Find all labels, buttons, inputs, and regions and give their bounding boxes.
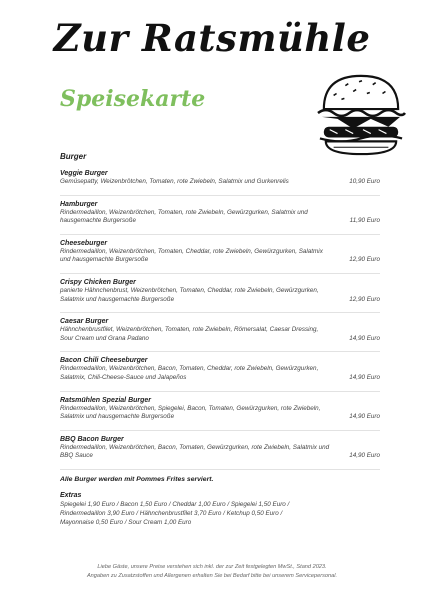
item-description: Rindermedaillon, Weizenbrötchen, Bacon, Tomaten, Cheddar, rote Zwiebeln, Gewürzgurken, Salatmix, Chili-Cheese-Sauce und Jalapeños: [60, 365, 319, 381]
item-divider: [60, 273, 380, 274]
item-price: 12,90 Euro: [349, 295, 380, 303]
extras-title: Extras: [60, 491, 82, 499]
restaurant-title: Zur Ratsmühle: [53, 16, 371, 60]
menu-item: [60, 200, 380, 226]
footer-note: [24, 563, 400, 581]
item-description: Rindermedaillon, Weizenbrötchen, Tomaten, Cheddar, rote Zwiebeln, Gewürzgurken, Salatmix und hausgemachte Burgersoße: [60, 247, 323, 264]
item-price: 10,90 Euro: [349, 178, 380, 185]
extras-text: [60, 500, 380, 527]
menu-item: [60, 317, 380, 343]
item-price: 12,90 Euro: [349, 256, 380, 264]
item-price: 11,90 Euro: [349, 217, 380, 225]
item-name: Cheeseburger: [60, 239, 108, 247]
item-price: 14,90 Euro: [349, 334, 380, 342]
item-name: Hamburger: [60, 200, 98, 208]
extras-line: Mayonnaise 0,50 Euro / Sour Cream 1,00 Euro: [60, 518, 192, 526]
menu-item: [60, 356, 380, 382]
extras-line: Rindermedaillon 3,90 Euro / Hähnchenbrustfilet 3,70 Euro / Ketchup 0,50 Euro /: [60, 509, 283, 517]
menu-item: [60, 169, 380, 187]
menu-item: [60, 278, 380, 304]
menu-item: [60, 239, 380, 265]
item-divider: [60, 469, 380, 470]
item-divider: [60, 195, 380, 196]
item-price: 14,90 Euro: [349, 452, 380, 460]
footer-line: Liebe Gäste, unsere Preise verstehen sich inkl. der zur Zeit festgelegten MwSt., Stand 2023.: [97, 564, 327, 570]
item-description: Rindermedaillon, Weizenbrötchen, Spiegelei, Bacon, Tomaten, Gewürzgurken, rote Zwiebeln, Salatmix und hausgemachte Burgersoße: [60, 404, 321, 421]
item-description: Gemüsepatty, Weizenbrötchen, Tomaten, rote Zwiebeln, Salatmix und Gurkenrelis: [60, 178, 289, 185]
item-price: 14,90 Euro: [349, 373, 380, 381]
menu-item: [60, 396, 380, 422]
menu-subtitle: Speisekarte: [60, 86, 206, 112]
item-description: Hähnchenbrustfilet, Weizenbrötchen, Tomaten, rote Zwiebeln, Römersalat, Caesar Dressing, Sour Cream und Grana Padano: [60, 326, 319, 342]
item-row: [60, 405, 380, 422]
footer-line: Angaben zu Zusatzstoffen und Allergenen erhalten Sie bei Bedarf bitte bei unserem Servicepersonal.: [86, 573, 338, 579]
item-name: BBQ Bacon Burger: [60, 435, 124, 443]
burger-illustration-icon: [312, 70, 410, 158]
menu-item: [60, 435, 380, 461]
item-divider: [60, 312, 380, 313]
item-name: Caesar Burger: [60, 318, 109, 326]
item-row: [60, 209, 380, 226]
item-description: Rindermedaillon, Weizenbrötchen, Bacon, Tomaten, Gewürzgurken, rote Zwiebeln, Salatmix und BBQ Sauce: [60, 443, 330, 460]
item-row: [60, 326, 380, 343]
extras-line: Spiegelei 1,90 Euro / Bacon 1,50 Euro / Cheddar 1,00 Euro / Spiegelei 1,50 Euro /: [60, 500, 290, 508]
item-row: [60, 178, 380, 187]
section-title: Burger: [60, 152, 87, 161]
item-divider: [60, 234, 380, 235]
item-name: Bacon Chili Cheeseburger: [60, 357, 148, 365]
item-name: Veggie Burger: [60, 170, 108, 177]
item-name: Crispy Chicken Burger: [60, 278, 136, 286]
item-divider: [60, 430, 380, 431]
item-description: panierte Hähnchenbrust, Weizenbrötchen, Tomaten, Cheddar, rote Zwiebeln, Gewürzgurken, Salatmix und hausgemachte Burgersoße: [60, 286, 319, 303]
serving-note: Alle Burger werden mit Pommes Frites serviert.: [60, 475, 214, 483]
item-price: 14,90 Euro: [349, 413, 380, 421]
menu-content: [60, 152, 380, 527]
menu-items: [60, 169, 380, 470]
item-divider: [60, 391, 380, 392]
item-description: Rindermedaillon, Weizenbrötchen, Tomaten, rote Zwiebeln, Gewürzgurken, Salatmix und hausgemachte Burgersoße: [60, 208, 308, 225]
item-row: [60, 444, 380, 461]
item-row: [60, 248, 380, 265]
item-row: [60, 365, 380, 382]
item-row: [60, 287, 380, 304]
item-name: Ratsmühlen Spezial Burger: [60, 396, 152, 404]
item-divider: [60, 351, 380, 352]
